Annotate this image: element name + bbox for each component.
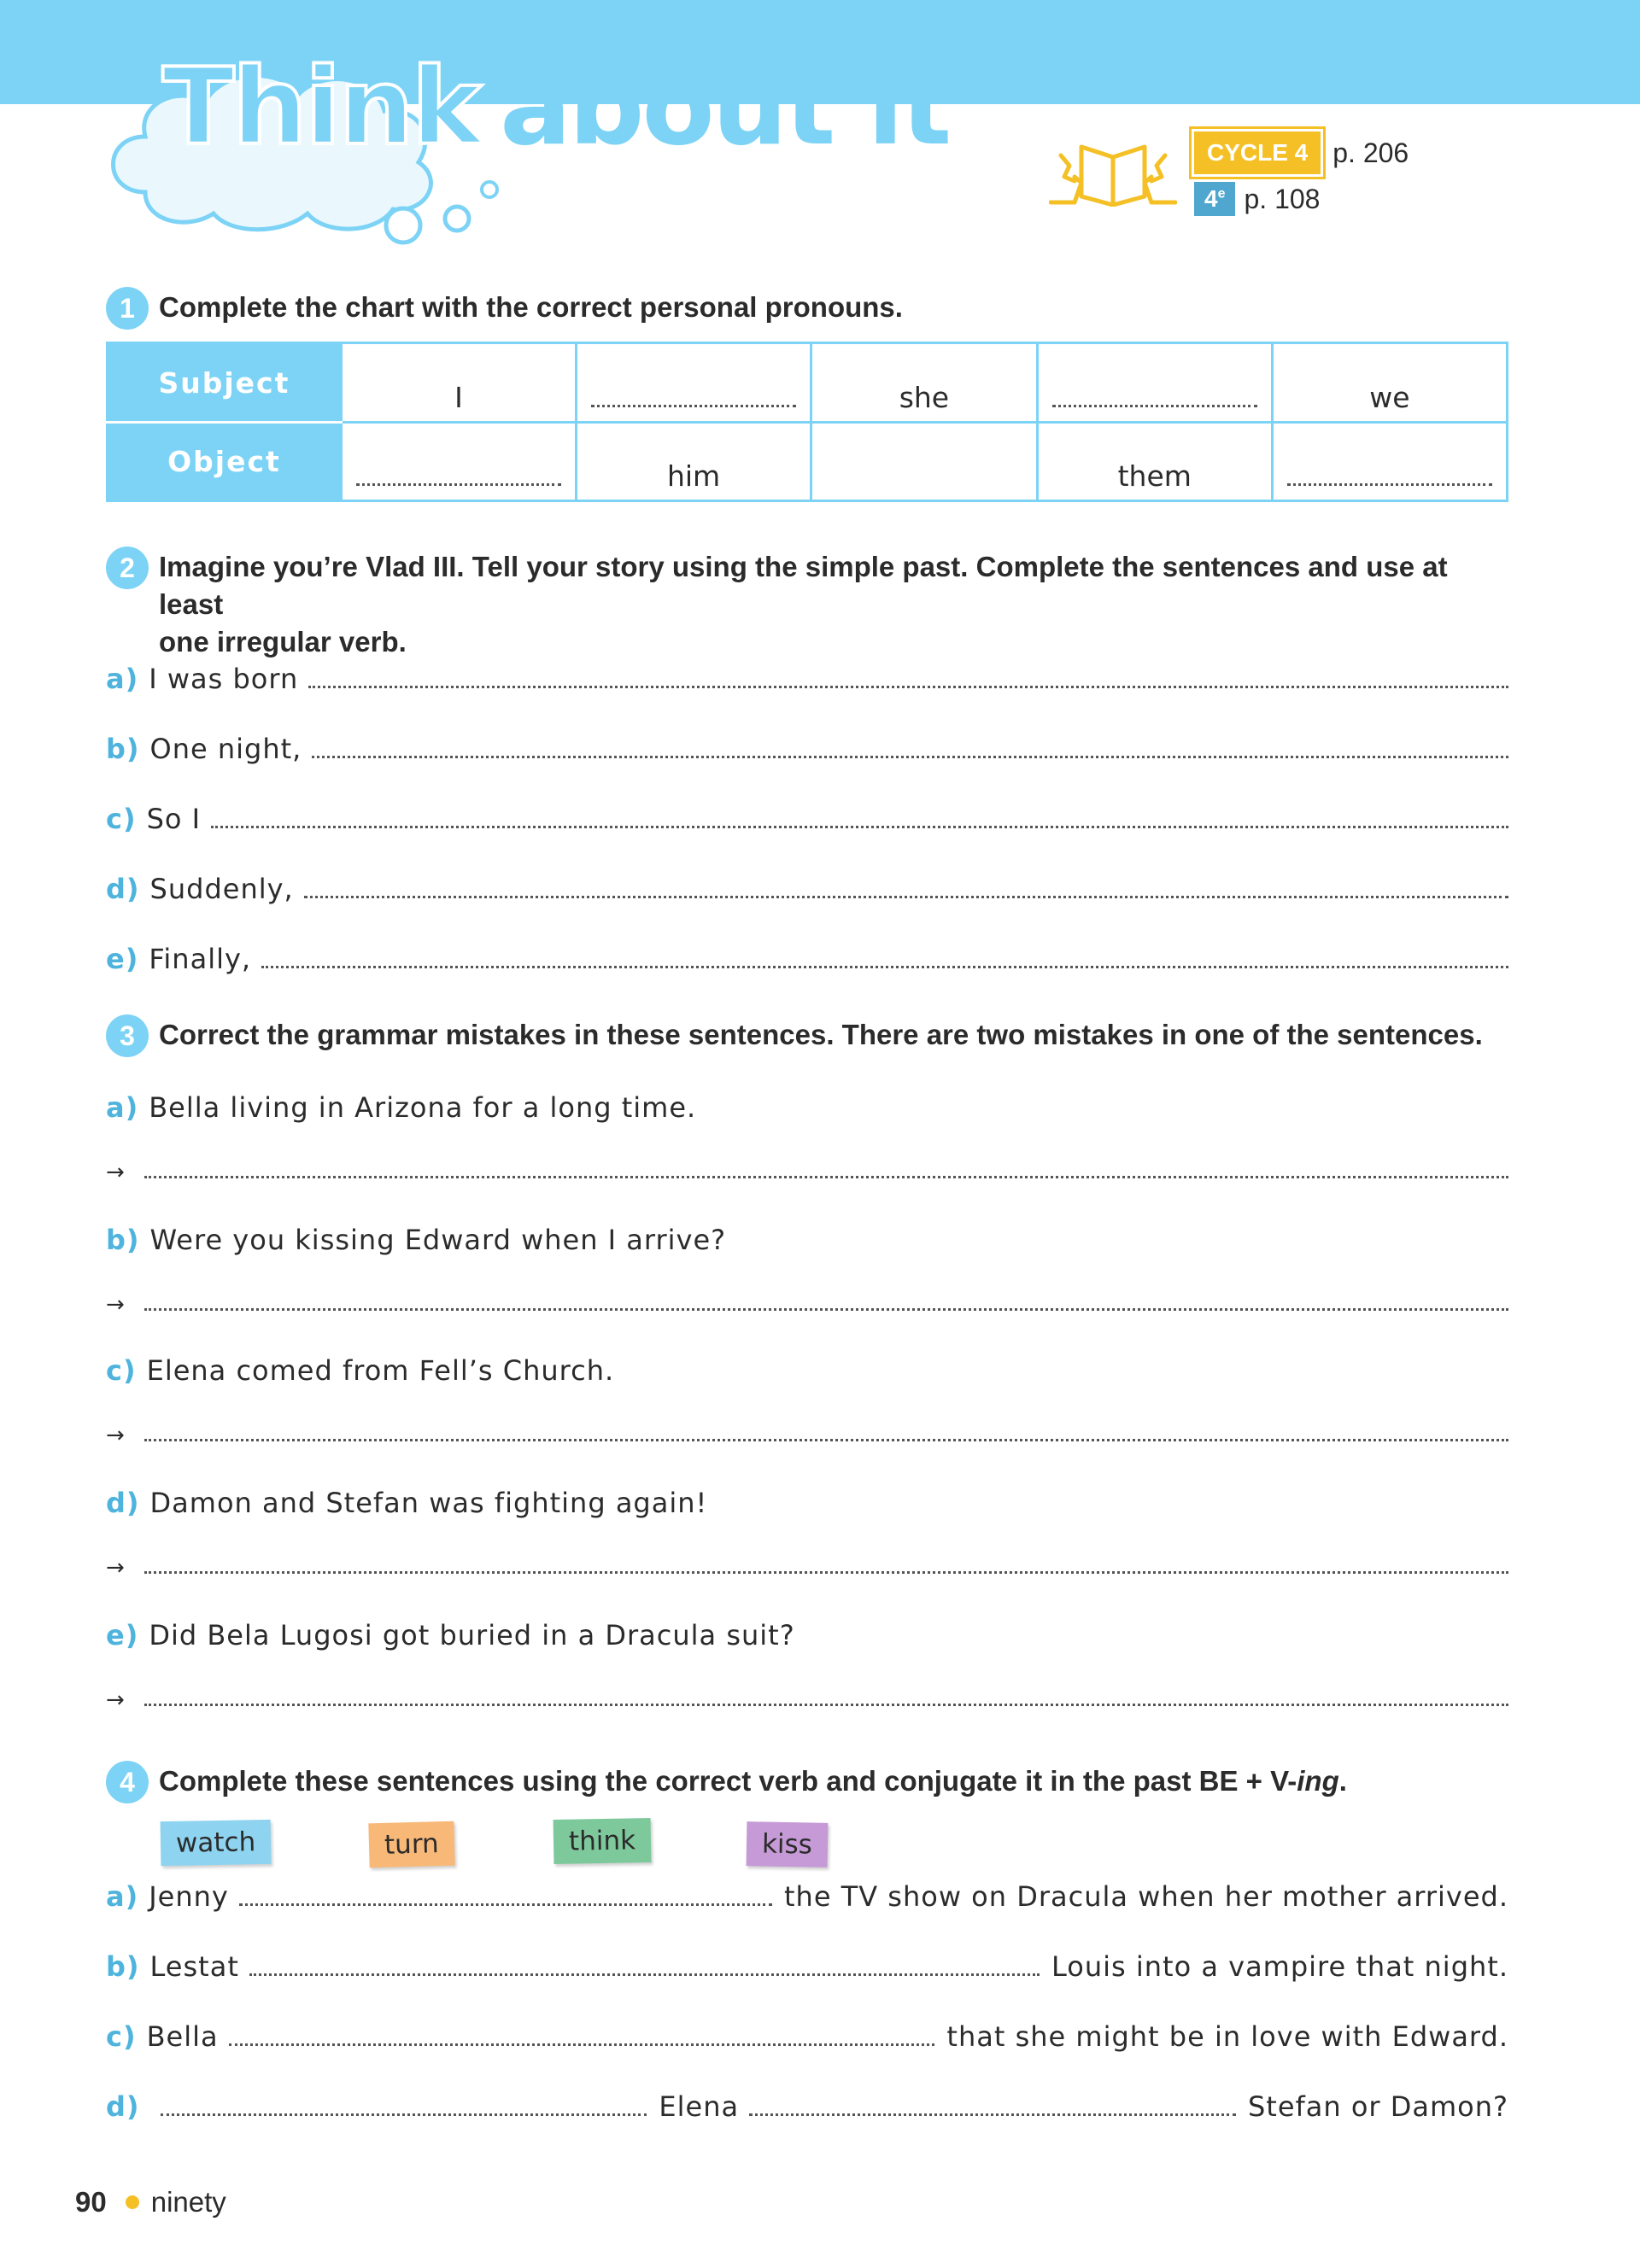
grade-reference <box>1194 176 1409 222</box>
object-cell[interactable] <box>341 422 576 501</box>
answer-line[interactable] <box>239 1900 772 1906</box>
item-end: Louis into a vampire that night. <box>1051 1950 1508 1983</box>
answer-line[interactable] <box>312 752 1508 758</box>
answer-line[interactable] <box>144 1435 1508 1441</box>
ex3-answer-e <box>106 1687 1508 1713</box>
exercise-1-title: Complete the chart with the correct personal pronouns. <box>159 291 903 323</box>
ex4-item-a <box>106 1880 1508 1913</box>
item-text: One night, <box>149 733 302 765</box>
ex2-item-e <box>106 943 1508 975</box>
item-text: Were you kissing Edward when I arrive? <box>149 1224 727 1256</box>
exercise-2-title <box>159 548 1508 661</box>
item-text: I was born <box>149 663 299 695</box>
title-ing: ing <box>1297 1765 1339 1797</box>
exercise-1-heading <box>106 291 903 330</box>
ex3-item-e <box>106 1619 1508 1651</box>
page-title <box>162 46 950 169</box>
pronoun-chart <box>106 342 1508 502</box>
subject-header: Subject <box>108 343 342 423</box>
book-reading-icon <box>1049 130 1177 207</box>
arrow-icon: → <box>106 1423 126 1448</box>
verb-chips <box>0 1819 1640 1870</box>
subject-cell <box>341 343 576 423</box>
item-label: c) <box>106 2020 137 2053</box>
answer-line[interactable] <box>261 962 1508 968</box>
object-cell[interactable] <box>1272 422 1507 501</box>
blank-line[interactable] <box>1052 393 1257 407</box>
exercise-2-heading <box>106 553 1508 661</box>
item-text: Damon and Stefan was fighting again! <box>149 1487 708 1519</box>
grade-number: 4 <box>1204 185 1218 212</box>
object-cell <box>577 422 811 501</box>
blank-line[interactable] <box>591 393 796 407</box>
ex4-item-b <box>106 1950 1508 1983</box>
item-text: Suddenly, <box>149 873 294 905</box>
grade-page: p. 108 <box>1244 183 1321 214</box>
ex4-item-d <box>106 2090 1508 2123</box>
item-label: d) <box>106 873 140 905</box>
item-middle: Elena <box>659 2090 740 2123</box>
cycle-badge: CYCLE 4 <box>1194 132 1321 174</box>
item-start: Bella <box>146 2020 219 2053</box>
answer-line[interactable] <box>144 1172 1508 1178</box>
title-end: . <box>1338 1765 1347 1797</box>
exercise-number: 1 <box>106 287 149 330</box>
exercise-number: 4 <box>106 1761 149 1803</box>
answer-line[interactable] <box>144 1305 1508 1311</box>
item-label: b) <box>106 1224 140 1256</box>
cycle-reference <box>1194 130 1409 176</box>
ex3-item-a <box>106 1091 1508 1124</box>
arrow-icon: → <box>106 1292 126 1318</box>
item-label: b) <box>106 733 140 765</box>
arrow-icon: → <box>106 1555 126 1581</box>
cell-text: I <box>454 380 463 414</box>
item-label: a) <box>106 1880 139 1913</box>
answer-line[interactable] <box>144 1700 1508 1706</box>
item-start: Jenny <box>149 1880 229 1913</box>
answer-line[interactable] <box>211 822 1508 828</box>
page-footer <box>75 2186 226 2218</box>
item-text: Bella living in Arizona for a long time. <box>149 1091 697 1124</box>
title-line: one irregular verb. <box>159 626 407 658</box>
exercise-number: 3 <box>106 1014 149 1057</box>
item-label: a) <box>106 1091 139 1124</box>
item-text: Finally, <box>149 943 252 975</box>
exercise-number: 2 <box>106 547 149 589</box>
cell-text: them <box>1117 459 1192 493</box>
ex2-item-a <box>106 663 1508 695</box>
answer-line[interactable] <box>304 892 1508 898</box>
ex2-item-c <box>106 803 1508 835</box>
answer-line[interactable] <box>249 1970 1040 1976</box>
exercise-4-heading <box>106 1765 1347 1803</box>
item-label: e) <box>106 1619 139 1651</box>
object-cell[interactable] <box>811 422 1038 501</box>
title-text: Complete these sentences using the correct verb and conjugate it in the past BE + V- <box>159 1765 1297 1797</box>
arrow-icon: → <box>106 1687 126 1713</box>
answer-line[interactable] <box>308 682 1508 688</box>
exercise-3-heading <box>106 1021 1483 1057</box>
ex3-answer-d <box>106 1555 1508 1581</box>
ex2-item-d <box>106 873 1508 905</box>
object-header: Object <box>108 422 342 501</box>
item-end: the TV show on Dracula when her mother arrived. <box>784 1880 1508 1913</box>
verb-chip-think: think <box>554 1818 652 1864</box>
blank-line[interactable] <box>356 471 561 486</box>
item-label: b) <box>106 1950 140 1983</box>
item-label: d) <box>106 2090 140 2123</box>
title-word-think: Think <box>162 46 480 169</box>
item-start: Lestat <box>149 1950 239 1983</box>
ex2-item-b <box>106 733 1508 765</box>
verb-chip-kiss: kiss <box>747 1821 829 1868</box>
item-label: c) <box>106 803 137 835</box>
title-line: Imagine you’re Vlad III. Tell your story using the simple past. Complete the sentences and use at least <box>159 551 1448 620</box>
ex3-item-d <box>106 1487 1508 1519</box>
item-label: d) <box>106 1487 140 1519</box>
cell-text: we <box>1369 380 1410 414</box>
object-cell <box>1037 422 1272 501</box>
arrow-icon: → <box>106 1160 126 1185</box>
item-end: that she might be in love with Edward. <box>946 2020 1508 2053</box>
subject-cell <box>811 343 1038 423</box>
exercise-4-title <box>159 1762 1347 1800</box>
ex3-item-b <box>106 1224 1508 1256</box>
book-references <box>1194 130 1409 222</box>
grade-suffix: e <box>1217 186 1226 202</box>
ex3-answer-a <box>106 1160 1508 1185</box>
cell-text: him <box>666 459 721 493</box>
item-label: c) <box>106 1354 137 1387</box>
page-word: ninety <box>150 2186 226 2218</box>
item-text: Did Bela Lugosi got buried in a Dracula suit? <box>149 1619 795 1651</box>
answer-line[interactable] <box>749 2110 1236 2116</box>
cell-text: she <box>899 380 950 414</box>
item-label: e) <box>106 943 139 975</box>
answer-line[interactable] <box>144 1568 1508 1574</box>
item-end: Stefan or Damon? <box>1247 2090 1509 2123</box>
item-label: a) <box>106 663 139 695</box>
blank-line[interactable] <box>1287 471 1492 486</box>
subject-cell[interactable] <box>1037 343 1272 423</box>
ex3-answer-c <box>106 1423 1508 1448</box>
cycle-page: p. 206 <box>1332 137 1409 168</box>
subject-cell[interactable] <box>577 343 811 423</box>
answer-line[interactable] <box>229 2040 935 2046</box>
exercise-3-title: Correct the grammar mistakes in these sentences. There are two mistakes in one of the sentences. <box>159 1019 1483 1050</box>
ex4-item-c <box>106 2020 1508 2053</box>
ex3-item-c <box>106 1354 1508 1387</box>
ex3-answer-b <box>106 1292 1508 1318</box>
verb-chip-watch: watch <box>161 1820 272 1866</box>
item-text: Elena comed from Fell’s Church. <box>146 1354 615 1387</box>
item-text: So I <box>146 803 202 835</box>
bullet-dot-icon <box>126 2195 139 2209</box>
grade-badge <box>1194 182 1235 216</box>
answer-line[interactable] <box>161 2110 647 2116</box>
subject-cell <box>1272 343 1507 423</box>
verb-chip-turn: turn <box>368 1821 454 1868</box>
page-number: 90 <box>75 2186 107 2218</box>
title-word-about: about it <box>500 46 950 169</box>
